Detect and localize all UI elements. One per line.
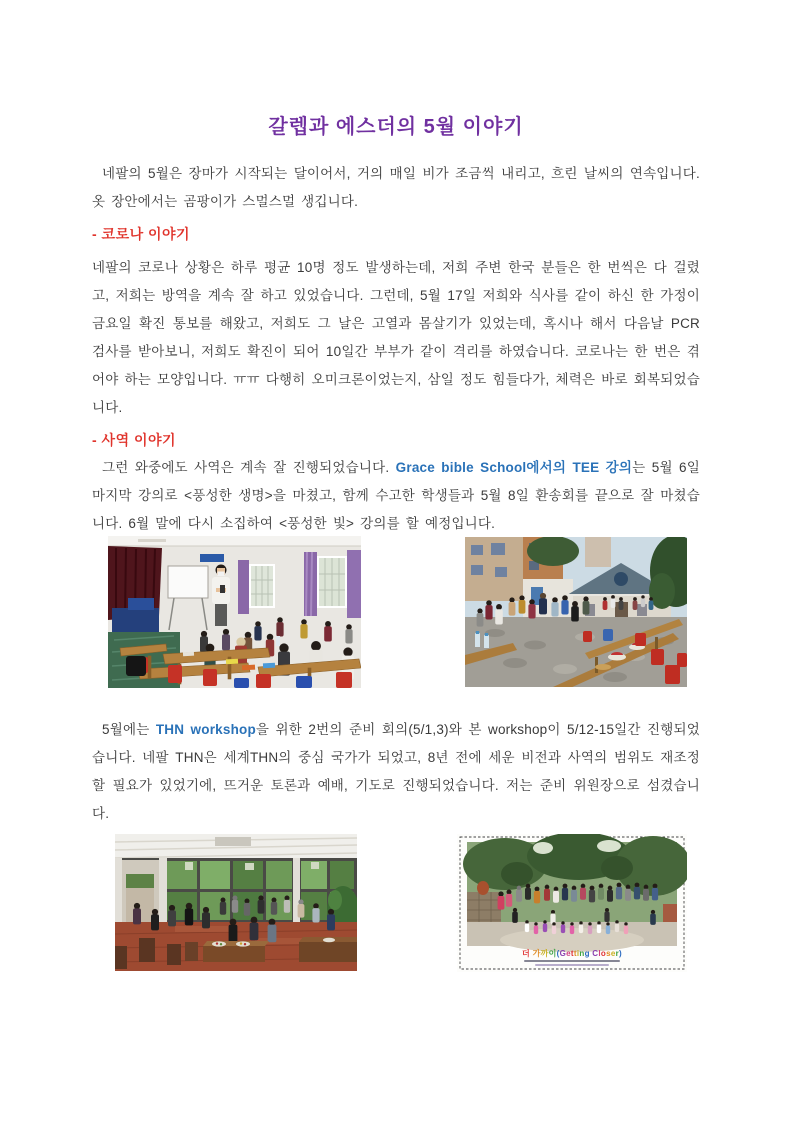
ministry-p2-text: 5월에는 (102, 722, 156, 737)
group-photo-subtitle-line-2 (535, 964, 609, 966)
page-title: 갈렙과 에스더의 5월 이야기 (268, 116, 524, 138)
ministry-p1-text: 그런 와중에도 사역은 계속 잘 진행되었습니다. (102, 460, 396, 475)
ministry-p1-rest: 는 5월 6일 마지막 강의로 <풍성한 생명>을 마쳤고, 함께 수고한 학생들과 5월 8일 환송회를 끝으로 잘 마쳤습니다. 6월 말에 다시 소집하여 <풍성한 빛> 강의를 할 예정입니다. (92, 460, 700, 531)
stage-curtain (108, 546, 162, 634)
ministry-p2-highlight: THN workshop (155, 722, 256, 737)
tree-left (527, 537, 579, 566)
classroom-illustration (108, 536, 361, 688)
ceiling-vent (215, 837, 251, 846)
black-bag (126, 656, 146, 676)
ceiling-fan (138, 539, 166, 542)
corona-paragraph: 네팔의 코로나 상황은 하루 평균 10명 정도 발생하는데, 저희 주변 한국 분들은 한 번씩은 다 걸렸고, 저희는 방역을 계속 잘 하고 있었습니다. 그런데, 5월 17일 저희와 식사를 같이 하신 한 가정이 금요일 확진 통보를 해왔고, 저희도 그 날은 고열과 몸살기가 있었는데, 혹시나 해서 다음날 PCR 검사를 받아보니, 저희도 확진이 되어 10일간 부부가 같이 격리를 하였습니다. 코로나는 한 번은 겪어야 하는 모양입니다. ㅠㅠ 다행히 오미크론이었는지, 삼일 정도 힘들다가, 체력은 바로 회복되었습니다. (92, 260, 700, 415)
group-photo-caption: 더 가까이(Getting Closer) (522, 949, 622, 958)
intro-paragraph: 네팔의 5월은 장마가 시작되는 달이어서, 거의 매일 비가 조금씩 내리고, 흐린 날씨의 연속입니다. 옷 장안에서는 곰팡이가 스멀스멀 생깁니다. (92, 166, 700, 209)
document-body (92, 0, 700, 972)
ministry-p2-rest: 을 위한 2번의 준비 회의(5/1,3)와 본 workshop이 5/12-15일간 진행되었습니다. 네팔 THN은 세계THN의 중심 국가가 되었고, 8년 전에 세운 비전과 사역의 범위도 재조정할 필요가 있었기에, 뜨거운 토론과 예배, 기도로 진행되었습니다. 저는 준비 위원장으로 섬겼습니다. (92, 722, 701, 821)
farewell-illustration (465, 537, 687, 687)
ministry-paragraph-1 (92, 454, 700, 538)
photo-group (457, 834, 687, 972)
photo-classroom (108, 536, 361, 688)
photo-row-1 (108, 536, 700, 688)
photo-row-2 (115, 834, 700, 972)
ministry-paragraph-2 (92, 716, 700, 828)
wall-pillar (159, 858, 167, 924)
workshop-illustration (115, 834, 357, 971)
section-heading-ministry: - 사역 이야기 (92, 432, 177, 448)
section-heading-corona: - 코로나 이야기 (92, 226, 191, 242)
photo-farewell (465, 537, 687, 687)
ministry-p1-highlight: Grace bible School에서의 TEE 강의 (395, 460, 633, 475)
photo-workshop (115, 834, 357, 971)
